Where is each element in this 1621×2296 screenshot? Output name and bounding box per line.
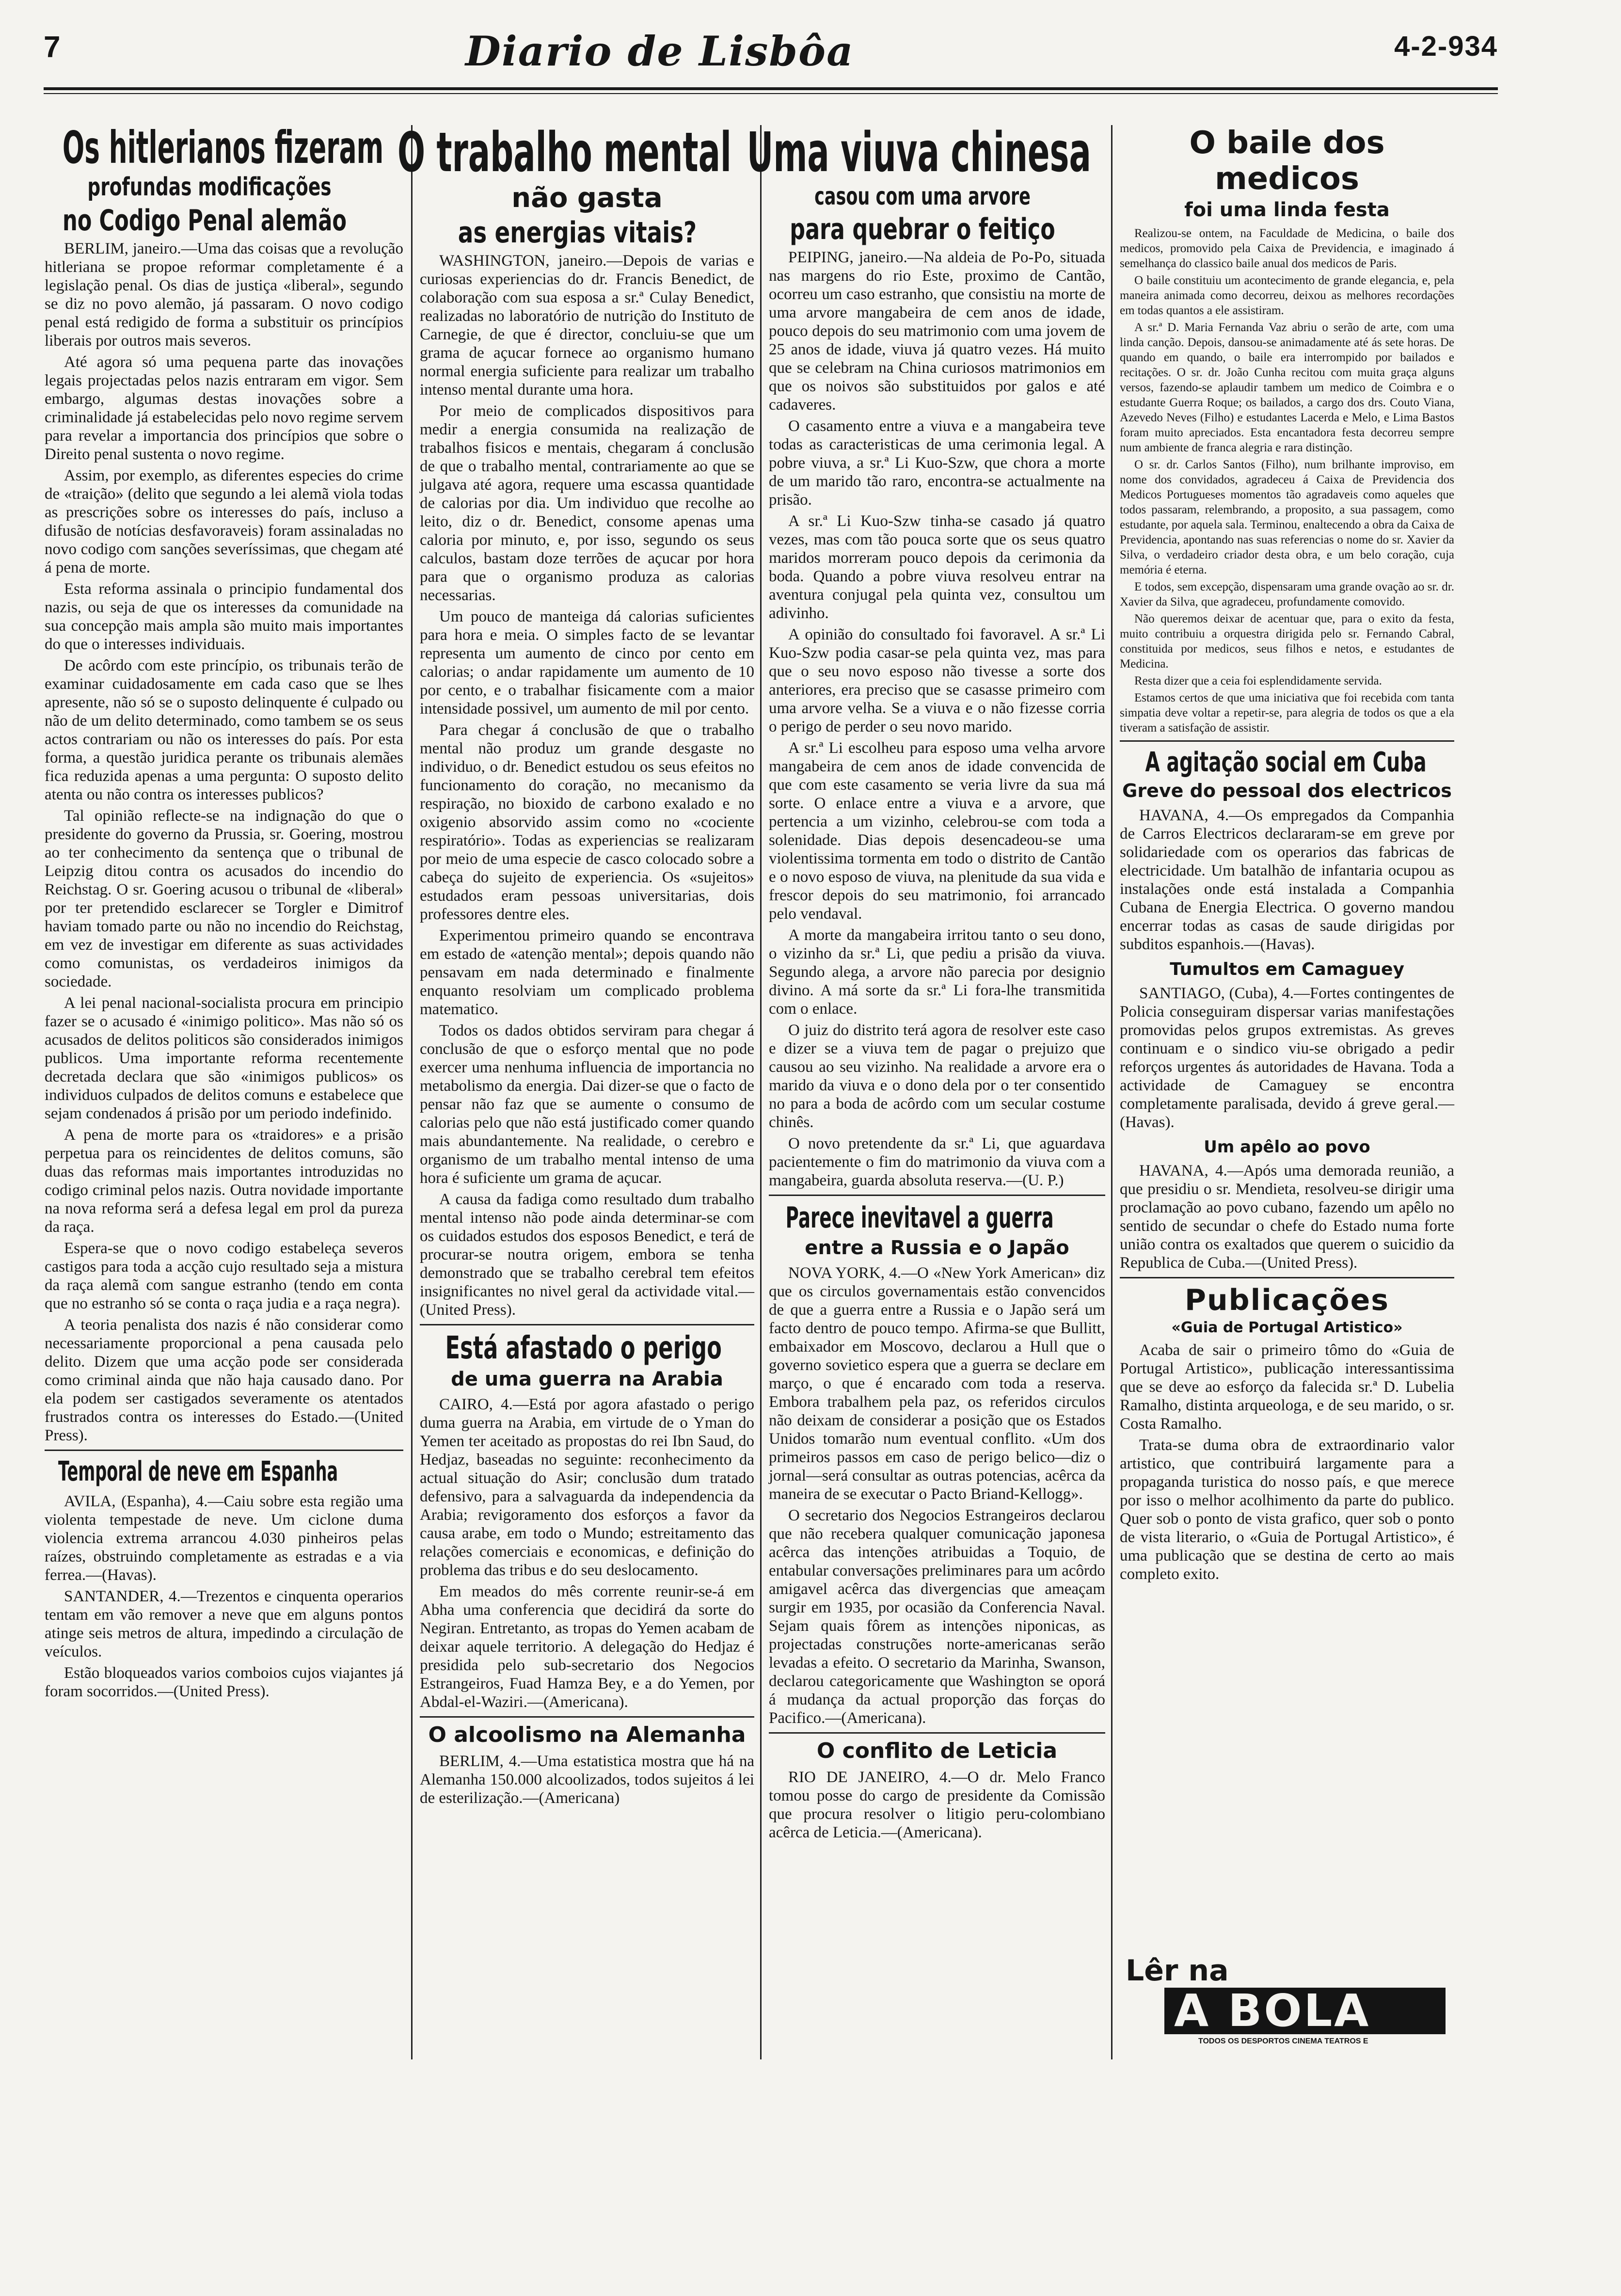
- page-number: 7: [44, 31, 61, 64]
- paragraph: Para chegar á conclusão de que o trabalho mental não produz um grande desgaste no individuo, o dr. Benedict estudou os seus efeitos no funcionamento do coração, no mecanismo da respiração, no bioxido de carbono exalado e no oxigenio absorvido assim como no «cociente respiratório». Todas as experiencias se realizaram por meio de uma especie de casco colocado sobre a cabeça do sujeito de experiencia. Os «sujeitos» estudados eram pessoas universitarias, dois professores dentre eles.: [420, 721, 754, 924]
- paragraph: HAVANA, 4.—Após uma demorada reunião, a que presidiu o sr. Mendieta, resolveu-se dirigir uma proclamação ao povo cubano, fazendo um apêlo no sentido de secundar o chefe do Estado numa forte união contra os exaltados que querem o suicidio da Republica de Cuba.—(United Press).: [1120, 1162, 1454, 1272]
- subheadline: no Codigo Penal alemão: [62, 203, 347, 238]
- column-4: [1120, 125, 1454, 1586]
- paragraph: De acôrdo com este princípio, os tribunais terão de examinar cuidadosamente em cada caso que se lhes apresente, não só se o suposto delinquente é culpado ou não de um delito determinado, como tambem se os seus actos contrariam ou não os interesses do país. Por esta forma, a questão juridica perante os tribunais alemães fica reduzida apenas a uma pergunta: O suposto delito atenta ou não contra os interesses publicos?: [45, 656, 403, 803]
- headline: Temporal de neve em Espanha: [58, 1455, 338, 1487]
- column-3: [747, 121, 1105, 1845]
- paragraph: BERLIM, 4.—Uma estatistica mostra que há na Alemanha 150.000 alcoolizados, todos sujeitos á lei de esterilização.—(Americana): [420, 1753, 754, 1807]
- subheadline: «Guia de Portugal Artistico»: [1171, 1319, 1403, 1336]
- paragraph: A sr.ª D. Maria Fernanda Vaz abriu o serão de arte, com uma linda canção. Depois, dansou-se animadamente até ás sete horas. De quando em quando, o baile era interrompido por bailados e recitações. O sr. dr. João Cunha recitou com muita graça alguns versos, fazendo-se aplaudir tambem um medico de Coimbra e o estudante Guerra Roque; os bailados, a cargo dos drs. Couto Viana, Azevedo Neves (Filho) e estudantes Lacerda e Melo, e Lima Bastos foram muito apreciados. Esta encantadora festa decorreu sempre num ambiente de franca alegria e rara distinção.: [1120, 321, 1454, 454]
- headline: O alcoolismo na Alemanha: [428, 1722, 746, 1748]
- paragraph: Tal opinião reflecte-se na indignação do que o presidente do governo da Prussia, sr. Goering, mostrou ao ter conhecimento da sentença que o tribunal de Leipzig ditou contra os acusados do incendio do Reichstag. O sr. Goering acusou o tribunal de «liberal» por ter pretendido esclarecer se Torgler e Dimitrof haviam tomado parte ou não no incendio do Reichstag, em vez de investigar em diferente as suas actividades como comunistas, os verdadeiros inimigos da sociedade.: [45, 807, 403, 990]
- article-body: [1120, 1341, 1454, 1583]
- paragraph: O juiz do distrito terá agora de resolver este caso e dizer se a viuva tem de pagar o prejuizo que causou ao seu vizinho. Na realidade a arvore era o marido da viuva e o dono dela por o ter consentido no para a boda de acôrdo com um secular costume chinês.: [769, 1021, 1105, 1132]
- masthead: [44, 27, 1498, 83]
- article-body: [1120, 226, 1454, 735]
- headline: Parece inevitavel a guerra: [785, 1201, 1054, 1235]
- subheadline: para quebrar o feitiço: [790, 212, 1055, 247]
- paragraph: Esta reforma assinala o principio fundamental dos nazis, ou seja de que os interesses da comunidade na sua concepção mais ampla são muito mais importantes do que o interesses individuais.: [45, 580, 403, 653]
- paragraph: Por meio de complicados dispositivos para medir a energia consumida na realização de trabalhos fisicos e mentais, chegaram á conclusão de que o trabalho mental, contrariamente ao que se julgava até agora, requere uma escassa quantidade de calorias por dia. Um individuo que recolhe ao leito, diz o dr. Benedict, consome apenas uma caloria por minuto, e, por isso, segundo os seus calculos, bastam doze terrões de açucar por hora para que o organismo produza as calorias necessarias.: [420, 402, 754, 605]
- paragraph: A morte da mangabeira irritou tanto o seu dono, o vizinho da sr.ª Li, que pediu a prisão da viuva. Segundo alega, a arvore não parecia por designio divino. A má sorte da sr.ª Li fora-lhe transmitida com o enlace.: [769, 926, 1105, 1018]
- paragraph: O baile constituiu um acontecimento de grande elegancia, e, pela maneira animada como decorreu, deixou as melhores recordações em todas quantos a ele assistiram.: [1120, 274, 1454, 317]
- paragraph: O sr. dr. Carlos Santos (Filho), num brilhante improviso, em nome dos convidados, agradeceu á Caixa de Previdencia dos Medicos Portugueses momentos tão agradaveis como aqueles que todos passaram, relembrando, a proposito, a sua passagem, como estudante, por aquela sala. Terminou, enaltecendo a obra da Caixa de Previdencia, apontando nas suas referencias o nome do sr. Xavier da Silva, o verdadeiro criador desta obra, e um belo coração, cuja memória é eterna.: [1120, 458, 1454, 576]
- paragraph: Realizou-se ontem, na Faculdade de Medicina, o baile dos medicos, promovido pela Caixa de Previdencia, e imaginado á semelhança do classico baile anual dos medicos de Paris.: [1120, 227, 1454, 270]
- paragraph: O secretario dos Negocios Estrangeiros declarou que não recebera qualquer comunicação japonesa acêrca das intenções atribuidas a Toquio, de entabular conversações preliminares para um acôrdo amigavel acêrca das divergencias que ameaçam surgir em 1935, por ocasião da Conferencia Naval. Sejam quais fôrem as intenções niponicas, as projectadas construções norte-americanas serão levadas a efeito. O secretario da Marinha, Swanson, declarou categoricamente que Washington se oporá á mudança da actual proporção das forças do Pacifico.—(Americana).: [769, 1507, 1105, 1727]
- column-divider: [1111, 125, 1112, 2059]
- paragraph: Até agora só uma pequena parte das inovações legais projectadas pelos nazis entraram em vigor. Sem embargo, algumas destas inovações sobre a criminalidade já estabelecidas pelo novo regime servem para revelar a importancia dos princípios que sobre o Direito penal sustenta o novo regime.: [45, 353, 403, 463]
- column-divider: [411, 125, 413, 2059]
- article-body: [420, 1395, 754, 1711]
- paragraph: Experimentou primeiro quando se encontrava em estado de «atenção mental»; depois quando não pensavam em nada determinado e finalmente enquanto resolviam um complicado problema matematico.: [420, 927, 754, 1019]
- column-2: [397, 121, 754, 1810]
- paragraph: A pena de morte para os «traidores» e a prisão perpetua para os reincidentes de delitos comuns, são duas das reformas mais importantes introduzidas no codigo criminal pelos nazis. Outra novidade importante na nova reforma será a defesa legal em prol da pureza da raça.: [45, 1126, 403, 1236]
- paragraph: A causa da fadiga como resultado dum trabalho mental intenso não pode ainda determinar-se com os cuidados estudos dos esposos Benedict, e terá de procurar-se noutra origem, embora se tenha demonstrado que se trabalho cerebral tem efeitos insignificantes no nivel geral da actividade vital.—(United Press).: [420, 1191, 754, 1319]
- paragraph: O novo pretendente da sr.ª Li, que aguardava pacientemente o fim do matrimonio da viuva com a mangabeira, guarda absoluta reserva.—(U. P.): [769, 1135, 1105, 1190]
- paragraph: Trata-se duma obra de extraordinario valor artistico, que contribuirá largamente para a propaganda turistica do nosso país, e que merece por isso o melhor acolhimento da parte do publico. Quer sob o ponto de vista grafico, quer sob o ponto de vista literario, o «Guia de Portugal Artistico», é uma publicação que se destina de certo ao mais completo exito.: [1120, 1436, 1454, 1583]
- masthead-rule: [44, 87, 1498, 90]
- paragraph: RIO DE JANEIRO, 4.—O dr. Melo Franco tomou posse do cargo de presidente da Comissão que procura resolver o litigio peru-colombiano acêrca de Leticia.—(Americana).: [769, 1769, 1105, 1842]
- article-body: [45, 239, 403, 1445]
- headline: Um apêlo ao povo: [1204, 1137, 1370, 1157]
- column-1: [45, 122, 403, 1704]
- subheadline: Greve do pessoal dos electricos: [1122, 780, 1452, 801]
- subheadline: as energias vitais?: [458, 216, 697, 250]
- masthead-rule-thin: [44, 93, 1498, 94]
- ad-tagline: TODOS OS DESPORTOS CINEMA TEATROS E: [1198, 2037, 1368, 2045]
- issue-date: 4-2-934: [1394, 31, 1498, 62]
- paragraph: Acaba de sair o primeiro tômo do «Guia de Portugal Artistico», publicação interessantissima que se deve ao esforço da falecida sr.ª D. Lubelia Ramalho, distinta arqueologa, e de seu marido, o sr. Costa Ramalho.: [1120, 1341, 1454, 1433]
- paragraph: PEIPING, janeiro.—Na aldeia de Po-Po, situada nas margens do rio Este, proximo de Cantão, ocorreu um caso estranho, que consistiu na morte de uma arvore mangabeira de cem anos de idade, pouco depois do seu matrimonio com uma jovem de 25 anos de idade, viuva já quatro vezes. Há muito que se celebram na China curiosos matrimonios em que os noivos são substituidos por galos e até cadaveres.: [769, 249, 1105, 414]
- subheadline: de uma guerra na Arabia: [451, 1368, 723, 1391]
- subheadline: profundas modificações: [87, 172, 332, 202]
- paragraph: Estamos certos de que uma iniciativa que foi recebida com tanta simpatia deve voltar a repetir-se, para alegria de todos os que a ela tiveram a satisfação de assistir.: [1120, 691, 1454, 734]
- article-separator: [420, 1716, 754, 1718]
- headline: Os hitlerianos fizeram: [62, 122, 384, 174]
- headline: Uma viuva chinesa: [747, 121, 1091, 184]
- headline: O trabalho mental: [397, 121, 731, 184]
- paragraph: A teoria penalista dos nazis é não considerar como necessariamente proporcional a pena causada pelo delito. Dizem que uma acção pode ser considerada como criminal ainda que não haja causado dano. Por ela podem ser castigados severamente os atentados frustrados contra os interesses do Estado.—(United Press).: [45, 1316, 403, 1444]
- article-separator: [45, 1450, 403, 1451]
- advertisement: [1126, 1954, 1449, 2051]
- paragraph: NOVA YORK, 4.—O «New York American» diz que os circulos governamentais estão convencidos de que a guerra entre a Russia e o Japão será um facto dentro de pouco tempo. Afirma-se que Bullitt, embaixador em Moscovo, declarou a Hull que o governo sovietico espera que a guerra se declare em março, o que é encarado com toda a reserva. Embora trabalhem pela paz, os referidos circulos não deixam de considerar a posição que os Estados Unidos tomarão num eventual conflito. «Um dos primeiros passos em caso de perigo belico—diz o jornal—será consultar as outras potencias, acêrca da maneira de se executar o Pacto Briand-Kellogg».: [769, 1264, 1105, 1503]
- paragraph: A sr.ª Li Kuo-Szw tinha-se casado já quatro vezes, mas com tão pouca sorte que os seus quatro maridos morreram pouco depois da cerimonia da boda. Quando a pobre viuva resolveu entrar na aventura conjugal pela quinta vez, consultou um adivinho.: [769, 512, 1105, 622]
- headline: Publicações: [1184, 1283, 1390, 1317]
- subheadline: foi uma linda festa: [1184, 199, 1390, 221]
- paragraph: Em meados do mês corrente reunir-se-á em Abha uma conferencia que decidirá da sorte do Negiran. Entretanto, as tropas do Yemen acabam de deixar aquele territorio. A delegação do Hedjaz é presidida pelo sub-secretario dos Negocios Estrangeiros, Fuad Hamza Bey, e a do Yemen, por Abdal-el-Waziri.—(Americana).: [420, 1583, 754, 1711]
- article-separator: [420, 1324, 754, 1325]
- ad-brand: A BOLA: [1164, 1988, 1446, 2034]
- article-body: [1120, 984, 1454, 1132]
- paragraph: SANTANDER, 4.—Trezentos e cinquenta operarios tentam em vão remover a neve que em alguns pontos atinge seis metros de altura, impedindo a circulação de veículos.: [45, 1587, 403, 1660]
- subheadline: casou com uma arvore: [814, 182, 1031, 211]
- headline: Tumultos em Camaguey: [1170, 959, 1404, 979]
- article-body: [769, 1264, 1105, 1727]
- article-separator: [769, 1195, 1105, 1196]
- article-body: [420, 252, 754, 1319]
- headline: Está afastado o perigo: [445, 1330, 722, 1367]
- paragraph: E todos, sem excepção, dispensaram uma grande ovação ao sr. dr. Xavier da Silva, que agradeceu, profundamente comovido.: [1120, 580, 1454, 608]
- paragraph: Assim, por exemplo, as diferentes especies do crime de «traição» (delito que segundo a lei alemã viola todas as prescrições sobre os interesses do país, incluso a difusão de notícias desfavoraveis) foram assinaladas no novo codigo com sanções severíssimas, que chegam até á pena de morte.: [45, 466, 403, 576]
- newspaper-title: Diario de Lisbôa: [465, 27, 854, 75]
- article-separator: [1120, 740, 1454, 742]
- article-separator: [769, 1732, 1105, 1734]
- article-separator: [1120, 1277, 1454, 1278]
- column-divider: [760, 125, 762, 2059]
- article-body: [420, 1752, 754, 1807]
- paragraph: Um pouco de manteiga dá calorias suficientes para hora e meia. O simples facto de se levantar representa um aumento de cinco por cento em calorias; o andar rapidamente um aumento de 10 por cento, e o trabalhar fisicamente com a maior intensidade possivel, um aumento de mil por cento.: [420, 608, 754, 718]
- headline: O baile dos medicos: [1189, 125, 1385, 197]
- paragraph: Estão bloqueados varios comboios cujos viajantes já foram socorridos.—(United Press).: [45, 1664, 403, 1700]
- paragraph: SANTIAGO, (Cuba), 4.—Fortes contingentes de Policia conseguiram dispersar varias manifestações promovidas pelos grupos extremistas. As greves continuam e o sindico viu-se obrigado a pedir reforços urgentes ás autoridades de Havana. Toda a actividade de Camaguey se encontra completamente paralisada, devido á greve geral.—(Havas).: [1120, 985, 1454, 1131]
- headline: A agitação social em Cuba: [1145, 747, 1427, 778]
- paragraph: A opinião do consultado foi favoravel. A sr.ª Li Kuo-Szw podia casar-se pela quinta vez, mas para que o seu novo esposo não tivesse a sorte dos anteriores, era preciso que se casasse primeiro com uma arvore velha. Se a viuva e o não fizesse corria o perigo de perder o seu novo marido.: [769, 626, 1105, 736]
- paragraph: CAIRO, 4.—Está por agora afastado o perigo duma guerra na Arabia, em virtude de o Yman do Yemen ter aceitado as propostas do rei Ibn Saud, do Hedjaz, baseadas no seguinte: reconhecimento da actual situação do Asir; conclusão dum tratado defensivo, para a salvaguarda da independencia da Arabia; revigoramento dos esforços a favor da causa arabe, em todo o Mundo; estreitamento das relações comerciais e economicas, e definição do problema das tribus e do seu deslocamento.: [420, 1396, 754, 1579]
- paragraph: Espera-se que o novo codigo estabeleça severos castigos para toda a acção cujo resultado seja a mistura da raça alemã com sangue estranho (tendo em conta que no estranho só se conta o raça judia e a raça negra).: [45, 1239, 403, 1312]
- paragraph: A sr.ª Li escolheu para esposo uma velha arvore mangabeira de cem anos de idade convencida de que com este casamento se veria livre da sua má sorte. O enlace entre a viuva e a arvore, que pertencia a um vizinho, celebrou-se com toda a solenidade. Dias depois desencadeou-se uma violentissima tormenta em todo o distrito de Cantão e o novo esposo de viuva, na plenitude da sua vida e frescor depois do seu matrimonio, foi arrancado pelo vendaval.: [769, 739, 1105, 923]
- paragraph: Todos os dados obtidos serviram para chegar á conclusão de que o esforço mental que no pode exercer uma nenhuma influencia de importancia no metabolismo da energia. Dai dizer-se que o facto de pensar não faz que se aumente o consumo de calorias pelo que não está justificado comer quando mais abundantemente. Na realidade, o cerebro e organismo de um trabalho mental intenso de uma hora é suficiente um grama de açucar.: [420, 1022, 754, 1187]
- article-body: [1120, 1162, 1454, 1272]
- article-body: [769, 248, 1105, 1190]
- paragraph: O casamento entre a viuva e a mangabeira teve todas as caracteristicas de uma cerimonia legal. A pobre viuva, a sr.ª Li Kuo-Szw, que chora a morte de um marido tão raro, encontra-se actualmente na prisão.: [769, 417, 1105, 509]
- paragraph: HAVANA, 4.—Os empregados da Companhia de Carros Electricos declararam-se em greve por solidariedade com os operarios das fabricas de electricidade. Um batalhão de infantaria ocupou as instalações onde está instalada a Companhia Cubana de Energia Electrica. O governo mandou encerrar todas as casas de saude dirigidas por subditos espanhois.—(Havas).: [1120, 807, 1454, 953]
- subheadline: não gasta: [511, 182, 663, 214]
- paragraph: WASHINGTON, janeiro.—Depois de varias e curiosas experiencias do dr. Francis Benedict, de colaboração com sua esposa a sr.ª Culay Benedict, realizadas no laboratório de nutrição do Instituto de Carnegie, de que é director, concluiu-se que um grama de açucar fornece ao organismo humano normal energia suficiente para realizar um trabalho intenso mental durante uma hora.: [420, 252, 754, 399]
- article-body: [1120, 806, 1454, 954]
- paragraph: AVILA, (Espanha), 4.—Caiu sobre esta região uma violenta tempestade de neve. Um ciclone duma violencia extrema arrancou 4.030 pinheiros pelas raízes, obstruindo completamente as estradas e a via ferrea.—(Havas).: [45, 1492, 403, 1584]
- article-body: [769, 1768, 1105, 1842]
- paragraph: Não queremos deixar de acentuar que, para o exito da festa, muito contribuiu a orquestra dirigida pelo sr. Fernando Cabral, constituida por medicos, seus filhos e netos, e estudantes de Medicina.: [1120, 612, 1454, 670]
- article-body: [45, 1492, 403, 1701]
- ad-heading: Lêr na: [1126, 1954, 1229, 1988]
- paragraph: Resta dizer que a ceia foi esplendidamente servida.: [1134, 674, 1382, 687]
- paragraph: A lei penal nacional-socialista procura em principio fazer se o acusado é «inimigo politico». Mas não só os acusados de delitos politicos são considerados inimigos publicos. Uma importante reforma recentemente decretada declara que são «inimigos publicos» os individuos culpados de delitos comuns e estabelece que sejam condenados á prisão por um periodo indefinido.: [45, 994, 403, 1122]
- paragraph: BERLIM, janeiro.—Uma das coisas que a revolução hitleriana se propoe reformar completamente é a legislação penal. Os dias de justiça «liberal», segundo se diz no povo alemão, já passaram. O novo codigo penal está redigido de forma a substituir os princípios liberais por outros mais severos.: [45, 239, 403, 350]
- subheadline: entre a Russia e o Japão: [805, 1237, 1069, 1260]
- headline: O conflito de Leticia: [816, 1738, 1058, 1764]
